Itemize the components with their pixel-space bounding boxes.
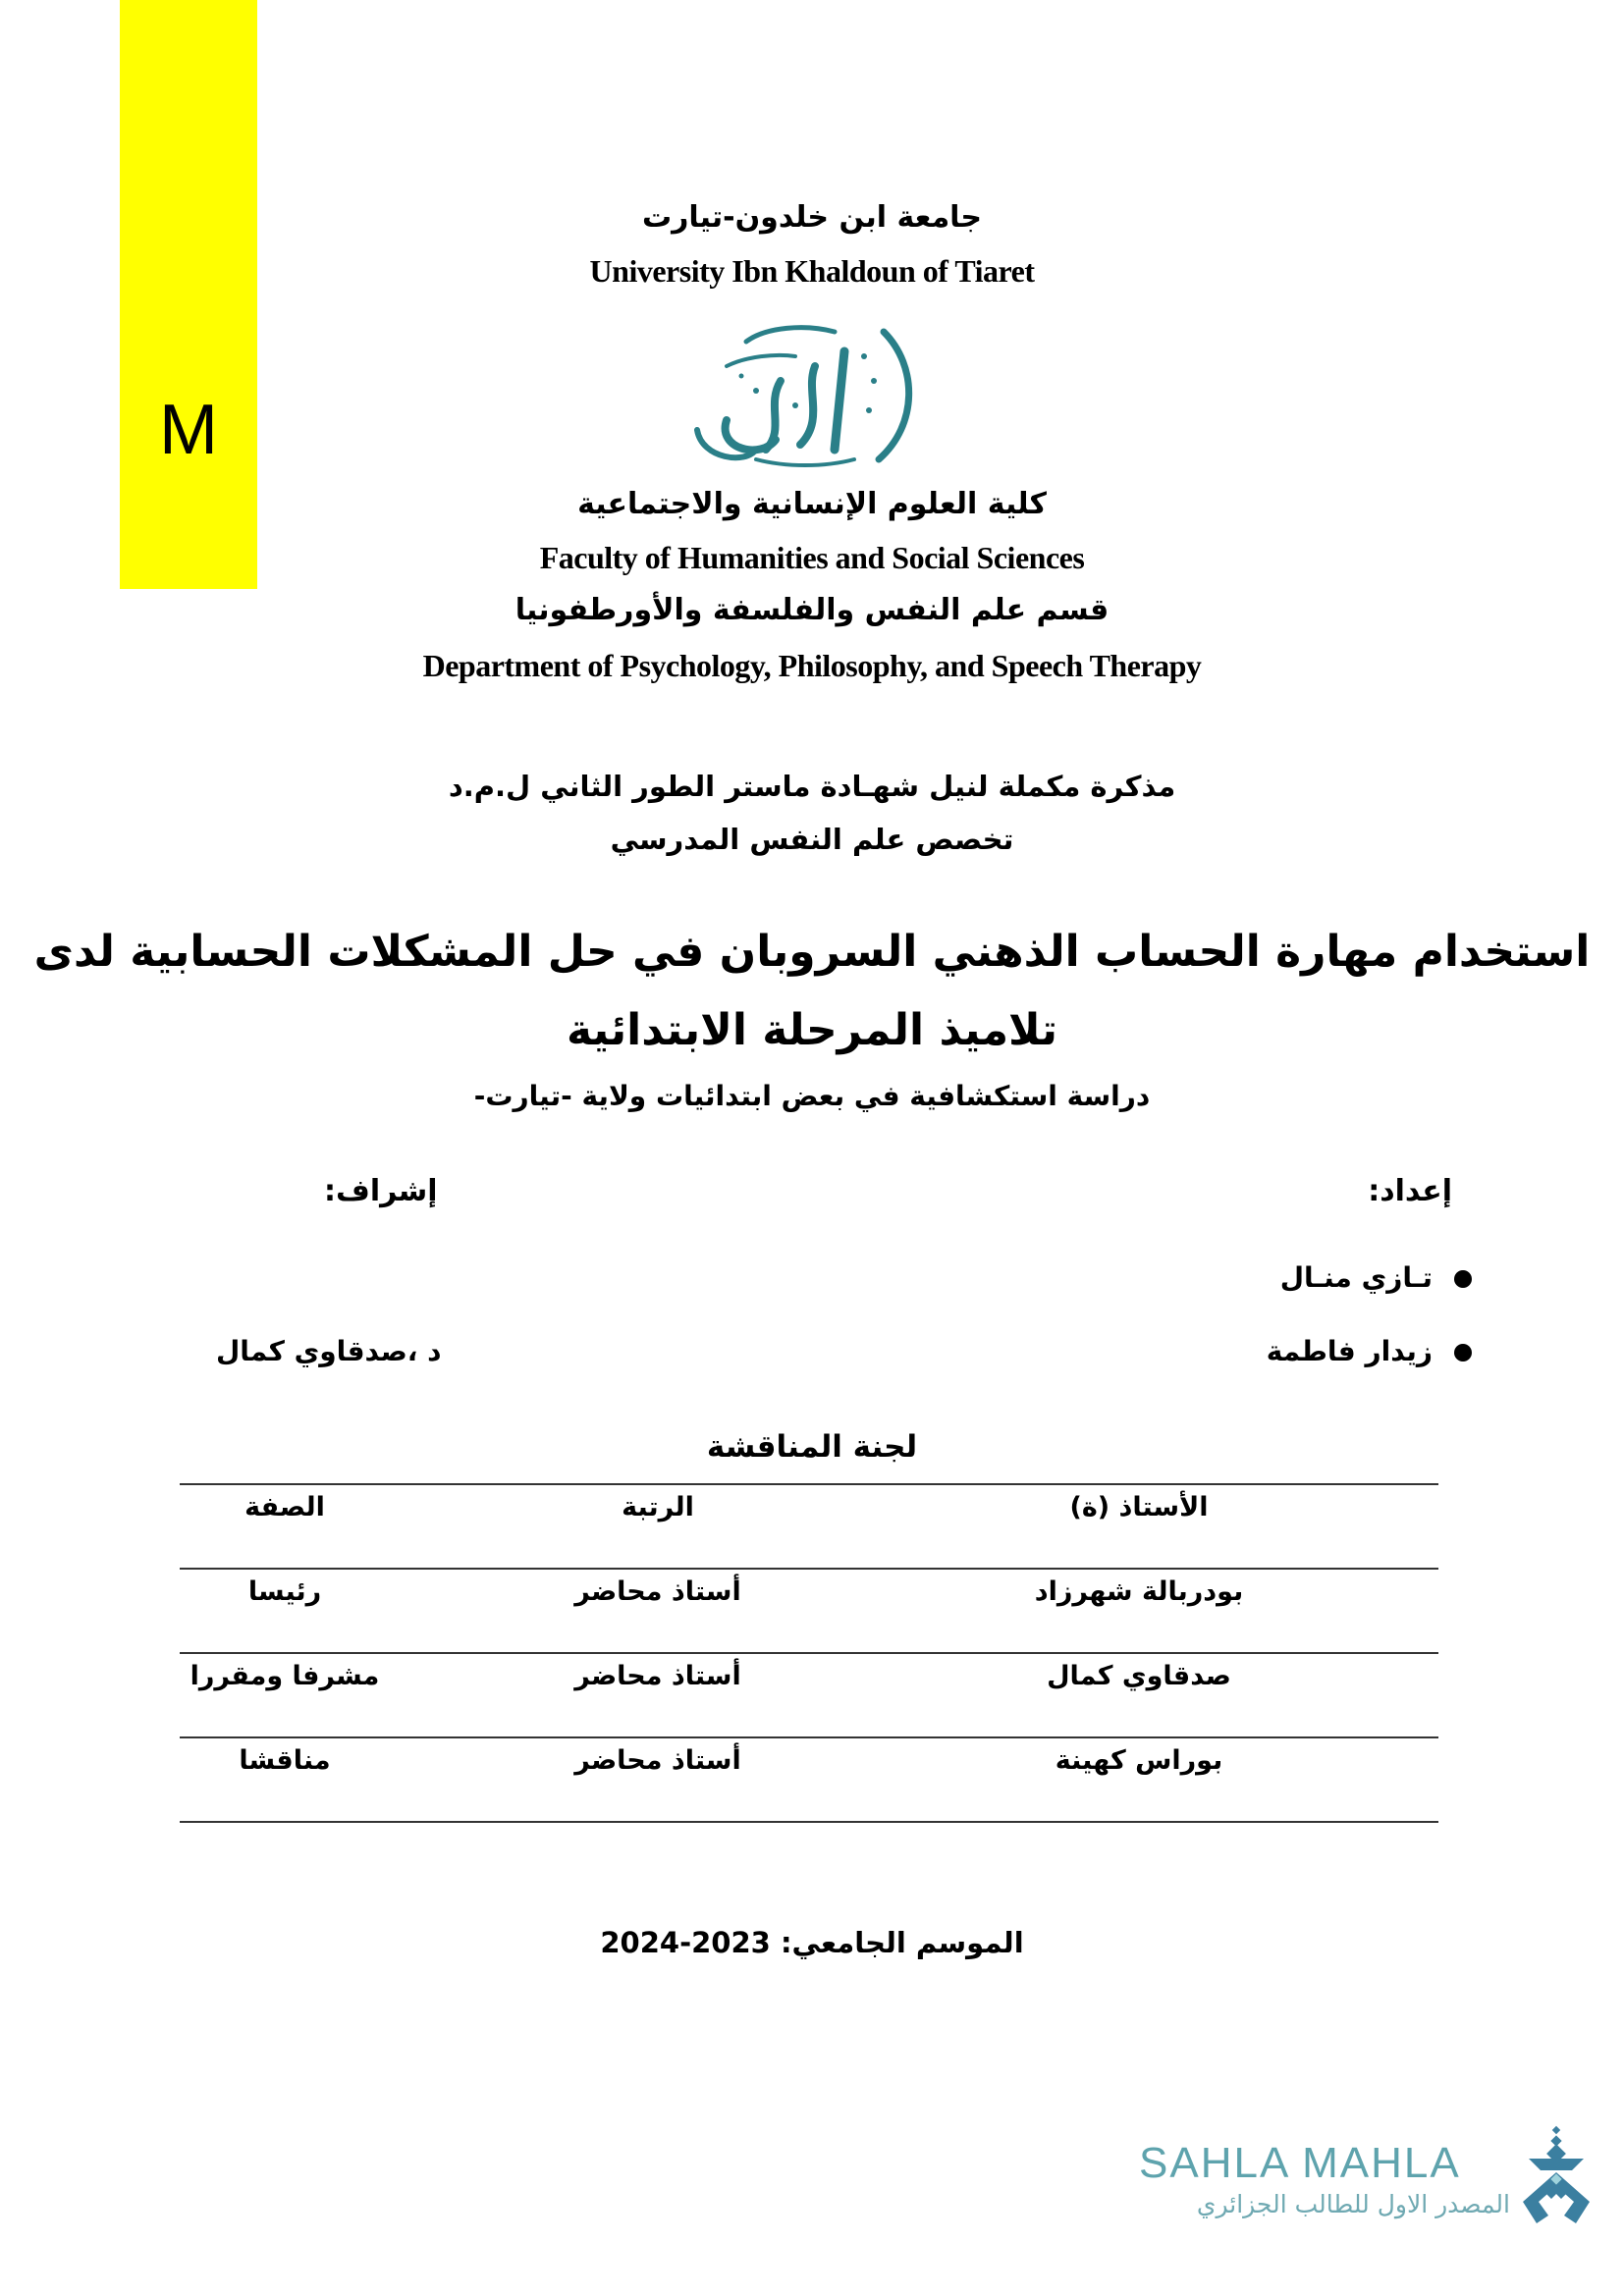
supervision-label: إشراف:	[324, 1174, 438, 1208]
student-name: تـازي منـال	[1279, 1261, 1433, 1294]
watermark-name: SAHLA MAHLA	[1139, 2139, 1461, 2187]
member-rank: أستاذ محاضر	[574, 1745, 741, 1776]
member-rank: أستاذ محاضر	[574, 1661, 741, 1691]
member-role: مشرفا ومقررا	[189, 1661, 380, 1691]
header-name: الأستاذ (ة)	[1069, 1492, 1209, 1522]
member-role: رئيسا	[247, 1576, 322, 1607]
memo-specialty-line: تخصص علم النفس المدرسي	[610, 823, 1014, 856]
sahla-mahla-watermark	[1139, 2125, 1600, 2233]
member-name: بوراس كهينة	[1055, 1745, 1223, 1776]
table-rule	[180, 1568, 1438, 1570]
member-name: بودربالة شهرزاد	[1034, 1576, 1244, 1607]
table-rule	[180, 1483, 1438, 1485]
committee-title: لجنة المناقشة	[706, 1429, 918, 1465]
university-logo-icon	[687, 312, 923, 469]
bullet-icon	[1454, 1270, 1472, 1288]
member-name: صدقاوي كمال	[1047, 1661, 1231, 1691]
table-rule	[180, 1652, 1438, 1654]
watermark-tagline: المصدر الاول للطالب الجزائري	[1196, 2190, 1510, 2218]
thesis-title-line-2: تلاميذ المرحلة الابتدائية	[566, 1005, 1057, 1055]
header-rank: الرتبة	[622, 1492, 694, 1522]
table-rule	[180, 1821, 1438, 1823]
student-name: زيدار فاطمة	[1266, 1335, 1433, 1367]
member-role: مناقشا	[239, 1745, 331, 1776]
department-name-en: Department of Psychology, Philosophy, and Speech Therapy	[422, 648, 1202, 683]
university-name-en: University Ibn Khaldoun of Tiaret	[589, 253, 1035, 289]
sahla-mahla-logo-icon	[1517, 2125, 1596, 2233]
thesis-subtitle: دراسة استكشافية في بعض ابتدائيات ولاية -تيارت-	[473, 1080, 1151, 1112]
university-name-ar: جامعة ابن خلدون-تيارت	[641, 200, 983, 235]
member-rank: أستاذ محاضر	[574, 1576, 741, 1607]
faculty-name-en: Faculty of Humanities and Social Sciences	[539, 540, 1085, 575]
preparation-label: إعداد:	[1368, 1174, 1452, 1208]
supervisor-name: د ،صدقاوي كمال	[216, 1335, 442, 1367]
thesis-title-line-1: استخدام مهارة الحساب الذهني السروبان في حل المشكلات الحسابية لدى	[33, 927, 1591, 977]
memo-degree-line: مذكرة مكملة لنيل شهـادة ماستر الطور الثاني ل.م.د	[448, 770, 1176, 803]
department-name-ar: قسم علم النفس والفلسفة والأورطفونيا	[514, 593, 1110, 627]
academic-year: الموسم الجامعي: 2023-2024	[600, 1926, 1024, 1959]
side-tab-letter: M	[159, 391, 218, 469]
table-rule	[180, 1736, 1438, 1738]
faculty-name-ar: كلية العلوم الإنسانية والاجتماعية	[577, 487, 1047, 521]
bullet-icon	[1454, 1344, 1472, 1362]
header-role: الصفة	[244, 1492, 325, 1522]
